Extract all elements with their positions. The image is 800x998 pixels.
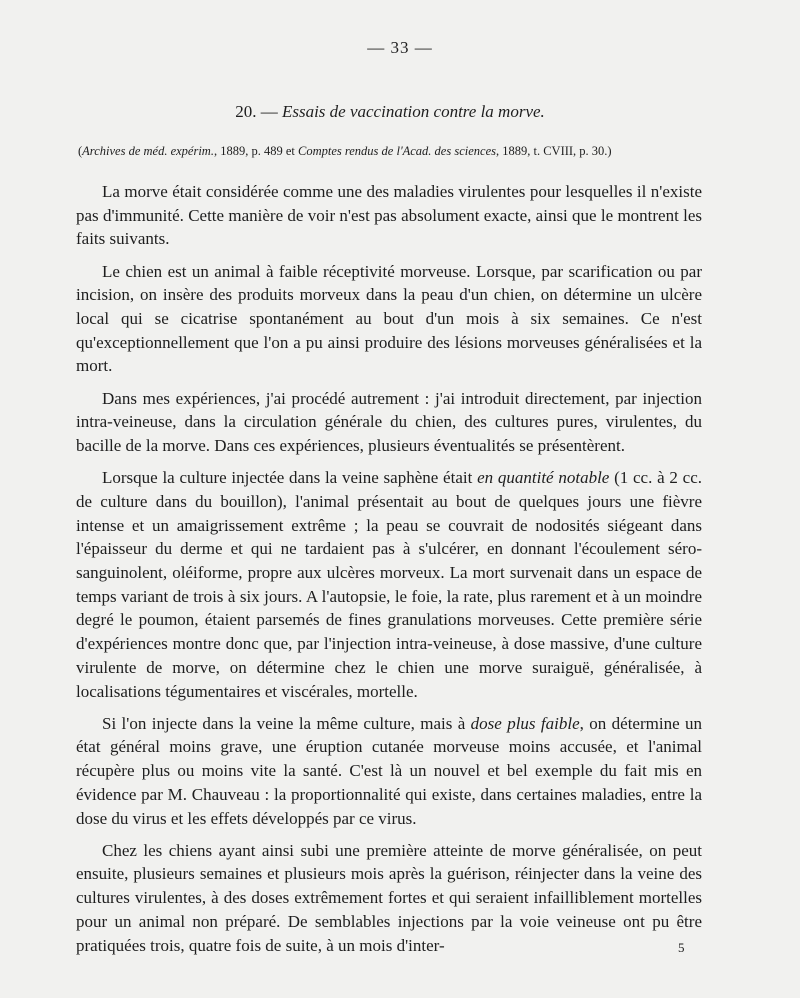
citation-open: ( <box>78 144 83 158</box>
paragraph-4-start: Lorsque la culture injectée dans la veine saphène était <box>102 468 478 488</box>
citation-ref-1: , 1889, p. 489 et <box>213 144 298 158</box>
citation-journal-1: Archives de méd. expérim. <box>82 144 214 158</box>
citation <box>78 144 702 159</box>
body-text <box>76 180 702 966</box>
emphasis-quantite-notable: en quantité notable <box>477 468 610 488</box>
emphasis-dose-plus-faible: dose plus faible <box>470 713 580 733</box>
paragraph-5-start: Si l'on injecte dans la veine la même culture, mais à <box>102 713 471 733</box>
paragraph-5 <box>76 712 702 831</box>
article-title-text: Essais de vaccination contre la morve. <box>281 102 545 121</box>
signature-mark: 5 <box>678 940 685 955</box>
article-title <box>80 102 700 122</box>
article-number: 20. — <box>235 102 278 121</box>
paragraph-4-end: (1 cc. à 2 cc. de culture dans du bouillon), l'animal présentait au bout de quelques jours une fièvre intense et un amaigrissement extrême ; la peau se couvrait de nodosités siégeant dans l'épaisseur du derme et qui ne tardaient pas à s'ulcérer, en donnant l'écoulement séro-sanguinolent, oléiforme, propre aux ulcères morveux. La mort survenait dans un espace de temps variant de trois à six jours. A l'autopsie, le foie, la rate, plus rarement et à un moindre degré le poumon, étaient parsemés de fines granulations morveuses. Cette première série d'expériences montre donc que, par l'injection intra-veineuse, à dose massive, d'une culture virulente de morve, on détermine chez le chien une morve suraiguë, généralisée, à localisations tégumentaires et viscérales, mortelle. <box>76 468 703 701</box>
paragraph-6: Chez les chiens ayant ainsi subi une première atteinte de morve généralisée, on peut ensuite, plusieurs semaines et plusieurs mois après la guérison, réinjecter dans la veine des cultures virulentes, à des doses extrêmement fortes et qui seraient infailliblement mortelles pour un animal non préparé. De semblables injections par la voie veineuse ont pu être pratiquées trois, quatre fois de suite, à un mois d'inter- <box>76 840 702 955</box>
citation-journal-2: Comptes rendus de l'Acad. des sciences <box>297 144 496 158</box>
paragraph-4 <box>76 466 702 703</box>
citation-ref-2: , 1889, t. CVIII, p. 30.) <box>495 144 612 158</box>
paragraph-2: Le chien est un animal à faible réceptivité morveuse. Lorsque, par scarification ou par incision, on insère des produits morveux dans la peau d'un chien, on détermine un ulcère local qui se cicatrise spontanément au bout d'un mois à six semaines. Ce n'est qu'exceptionnellement que l'on a pu ainsi produire des lésions morveuses généralisées et la mort. <box>76 261 702 376</box>
paragraph-5-end: , on détermine un état général moins grave, une éruption cutanée morveuse moins accusée, et l'animal récupère plus ou moins vite la santé. C'est là un nouvel et bel exemple du fait mis en évidence par M. Chauveau : la proportionnalité qui existe, dans certaines maladies, entre la dose du virus et les effets développés par ce virus. <box>76 713 703 828</box>
paragraph-3: Dans mes expériences, j'ai procédé autrement : j'ai introduit directement, par injection intra-veineuse, dans la circulation générale du chien, des cultures pures, virulentes, du bacille de la morve. Dans ces expériences, plusieurs éventualités se présentèrent. <box>76 388 702 456</box>
paragraph-1: La morve était considérée comme une des maladies virulentes pour lesquelles il n'existe pas d'immunité. Cette manière de voir n'est pas absolument exacte, ainsi que le montrent les faits suivants. <box>76 182 702 249</box>
page-number: — 33 — <box>367 38 433 57</box>
